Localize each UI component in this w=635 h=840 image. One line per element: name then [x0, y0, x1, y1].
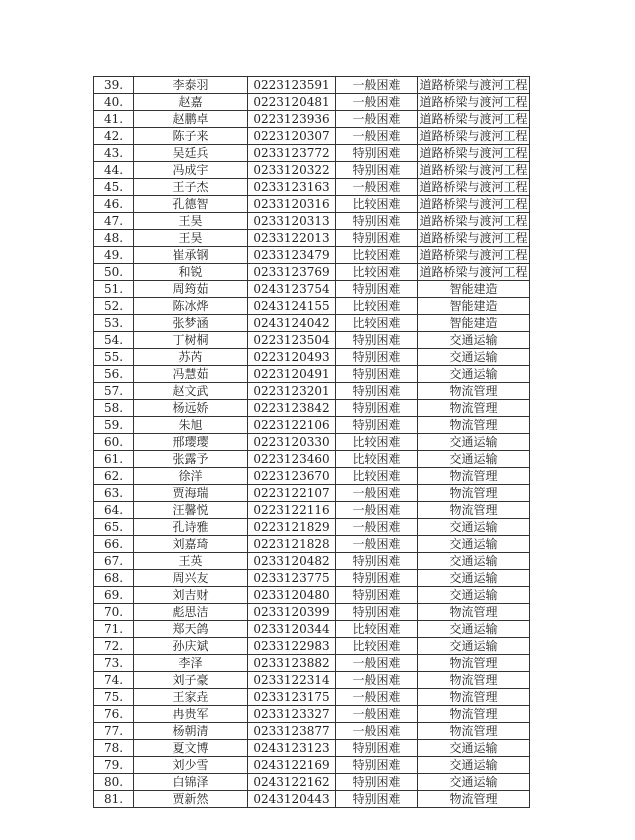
- major-cell: 道路桥梁与渡河工程: [419, 112, 528, 126]
- difficulty-level-cell: 特别困难: [336, 213, 418, 230]
- major-cell: 交通运输: [418, 621, 530, 638]
- table-row: [94, 757, 530, 774]
- table-row: [94, 77, 530, 94]
- difficulty-level-cell: 一般困难: [336, 655, 418, 672]
- student-name-cell: 邢璎璎: [134, 434, 248, 451]
- student-name-cell: 王昊: [134, 213, 248, 230]
- row-number-cell: 59.: [94, 417, 134, 434]
- difficulty-level-cell: 特别困难: [336, 570, 418, 587]
- student-id-cell: 0233122983: [248, 638, 336, 655]
- row-number-cell: 60.: [94, 434, 134, 451]
- student-name-cell: 王昊: [134, 230, 248, 247]
- row-number-cell: 78.: [94, 740, 134, 757]
- student-id-cell: 0223123842: [248, 400, 336, 417]
- student-id-cell: 0223123670: [248, 468, 336, 485]
- student-name-cell: 赵嘉: [134, 94, 248, 111]
- major-cell: 物流管理: [418, 383, 530, 400]
- student-id-cell: 0223123460: [248, 451, 336, 468]
- table-row: [94, 485, 530, 502]
- row-number-cell: 45.: [94, 179, 134, 196]
- student-id-cell: 0233120322: [248, 162, 336, 179]
- major-cell: 物流管理: [418, 672, 530, 689]
- student-name-cell: 李泰羽: [134, 77, 248, 94]
- table-row: [94, 315, 530, 332]
- table-row: [94, 570, 530, 587]
- student-id-cell: 0233122314: [248, 672, 336, 689]
- student-id-cell: 0223120491: [248, 366, 336, 383]
- difficulty-level-cell: 特别困难: [336, 604, 418, 621]
- difficulty-level-cell: 一般困难: [336, 502, 418, 519]
- table-row: [94, 468, 530, 485]
- student-name-cell: 孙庆斌: [134, 638, 248, 655]
- difficulty-level-cell: 特别困难: [336, 281, 418, 298]
- difficulty-level-cell: 一般困难: [336, 689, 418, 706]
- student-name-cell: 王英: [134, 553, 248, 570]
- student-id-cell: 0243123123: [248, 740, 336, 757]
- major-cell: 交通运输: [418, 553, 530, 570]
- difficulty-level-cell: 特别困难: [336, 332, 418, 349]
- student-name-cell: 丁树桐: [134, 332, 248, 349]
- student-id-cell: 0233123772: [248, 145, 336, 162]
- student-name-cell: 崔承钢: [134, 247, 248, 264]
- major-cell: 智能建造: [418, 298, 530, 315]
- table-row: [94, 94, 530, 111]
- difficulty-level-cell: 比较困难: [336, 247, 418, 264]
- major-cell: 道路桥梁与渡河工程: [419, 163, 528, 177]
- row-number-cell: 79.: [94, 757, 134, 774]
- major-cell: 物流管理: [418, 689, 530, 706]
- student-id-cell: 0223121829: [248, 519, 336, 536]
- student-name-cell: 杨远娇: [134, 400, 248, 417]
- table-row: [94, 281, 530, 298]
- major-cell: 物流管理: [418, 502, 530, 519]
- student-name-cell: 孔诗雅: [134, 519, 248, 536]
- student-id-cell: 0233120316: [248, 196, 336, 213]
- table-row: [94, 213, 530, 230]
- difficulty-level-cell: 一般困难: [336, 723, 418, 740]
- major-cell: 物流管理: [418, 723, 530, 740]
- major-cell: 交通运输: [418, 638, 530, 655]
- table-row: [94, 162, 530, 179]
- student-name-cell: 孔德智: [134, 196, 248, 213]
- student-id-cell: 0223120307: [248, 128, 336, 145]
- difficulty-level-cell: 特别困难: [336, 162, 418, 179]
- row-number-cell: 46.: [94, 196, 134, 213]
- major-cell: 交通运输: [418, 587, 530, 604]
- major-cell: 道路桥梁与渡河工程: [419, 95, 528, 109]
- student-id-cell: 0233123877: [248, 723, 336, 740]
- student-name-cell: 彪思洁: [134, 604, 248, 621]
- student-name-cell: 王子杰: [134, 179, 248, 196]
- table-row: [94, 689, 530, 706]
- student-id-cell: 0233123175: [248, 689, 336, 706]
- student-id-cell: 0233123479: [248, 247, 336, 264]
- row-number-cell: 64.: [94, 502, 134, 519]
- student-id-cell: 0243124042: [248, 315, 336, 332]
- difficulty-level-cell: 特别困难: [336, 740, 418, 757]
- student-id-cell: 0223120481: [248, 94, 336, 111]
- major-cell: 道路桥梁与渡河工程: [419, 129, 528, 143]
- major-cell: 物流管理: [418, 400, 530, 417]
- table-row: [94, 179, 530, 196]
- difficulty-level-cell: 一般困难: [336, 519, 418, 536]
- major-cell: 物流管理: [418, 791, 530, 808]
- difficulty-level-cell: 特别困难: [336, 349, 418, 366]
- student-name-cell: 白锦泽: [134, 774, 248, 791]
- student-id-cell: 0223122116: [248, 502, 336, 519]
- table-row: [94, 723, 530, 740]
- student-name-cell: 汪馨悦: [134, 502, 248, 519]
- row-number-cell: 68.: [94, 570, 134, 587]
- row-number-cell: 53.: [94, 315, 134, 332]
- table-row: [94, 247, 530, 264]
- student-id-cell: 0233120313: [248, 213, 336, 230]
- student-id-cell: 0233123327: [248, 706, 336, 723]
- row-number-cell: 63.: [94, 485, 134, 502]
- table-row: [94, 791, 530, 808]
- student-id-cell: 0223120330: [248, 434, 336, 451]
- difficulty-level-cell: 一般困难: [336, 77, 418, 94]
- major-cell: 交通运输: [418, 332, 530, 349]
- student-id-cell: 0243120443: [248, 791, 336, 808]
- row-number-cell: 55.: [94, 349, 134, 366]
- difficulty-level-cell: 一般困难: [336, 706, 418, 723]
- student-name-cell: 张露予: [134, 451, 248, 468]
- major-cell: 智能建造: [418, 281, 530, 298]
- student-name-cell: 周兴友: [134, 570, 248, 587]
- student-name-cell: 苏芮: [134, 349, 248, 366]
- major-cell: 道路桥梁与渡河工程: [419, 248, 528, 262]
- row-number-cell: 51.: [94, 281, 134, 298]
- table-row: [94, 672, 530, 689]
- row-number-cell: 61.: [94, 451, 134, 468]
- row-number-cell: 44.: [94, 162, 134, 179]
- table-row: [94, 451, 530, 468]
- difficulty-level-cell: 比较困难: [336, 298, 418, 315]
- difficulty-level-cell: 比较困难: [336, 315, 418, 332]
- student-name-cell: 朱旭: [134, 417, 248, 434]
- table-row: [94, 502, 530, 519]
- student-id-cell: 0243122169: [248, 757, 336, 774]
- student-id-cell: 0243124155: [248, 298, 336, 315]
- table-row: [94, 434, 530, 451]
- major-cell: 道路桥梁与渡河工程: [419, 214, 528, 228]
- row-number-cell: 76.: [94, 706, 134, 723]
- row-number-cell: 65.: [94, 519, 134, 536]
- student-name-cell: 张梦涵: [134, 315, 248, 332]
- row-number-cell: 75.: [94, 689, 134, 706]
- major-cell: 交通运输: [418, 536, 530, 553]
- row-number-cell: 48.: [94, 230, 134, 247]
- row-number-cell: 52.: [94, 298, 134, 315]
- student-name-cell: 贾新然: [134, 791, 248, 808]
- student-name-cell: 陈子来: [134, 128, 248, 145]
- table-row: [94, 587, 530, 604]
- major-cell: 道路桥梁与渡河工程: [419, 146, 528, 160]
- major-cell: 物流管理: [418, 468, 530, 485]
- table-row: [94, 519, 530, 536]
- student-id-cell: 0223123504: [248, 332, 336, 349]
- student-name-cell: 吴廷兵: [134, 145, 248, 162]
- difficulty-level-cell: 比较困难: [336, 196, 418, 213]
- student-name-cell: 冯慧茹: [134, 366, 248, 383]
- student-name-cell: 刘吉财: [134, 587, 248, 604]
- student-id-cell: 0233122013: [248, 230, 336, 247]
- major-cell: 道路桥梁与渡河工程: [419, 78, 528, 92]
- student-name-cell: 李泽: [134, 655, 248, 672]
- row-number-cell: 43.: [94, 145, 134, 162]
- difficulty-level-cell: 特别困难: [336, 383, 418, 400]
- row-number-cell: 49.: [94, 247, 134, 264]
- row-number-cell: 71.: [94, 621, 134, 638]
- difficulty-level-cell: 比较困难: [336, 451, 418, 468]
- row-number-cell: 40.: [94, 94, 134, 111]
- table-row: [94, 400, 530, 417]
- table-row: [94, 774, 530, 791]
- table-row: [94, 655, 530, 672]
- difficulty-level-cell: 特别困难: [336, 791, 418, 808]
- student-name-cell: 杨朝清: [134, 723, 248, 740]
- table-row: [94, 740, 530, 757]
- table-row: [94, 366, 530, 383]
- row-number-cell: 62.: [94, 468, 134, 485]
- student-table: [93, 76, 530, 808]
- table-row: [94, 128, 530, 145]
- student-name-cell: 郑天鸽: [134, 621, 248, 638]
- difficulty-level-cell: 比较困难: [336, 264, 418, 281]
- major-cell: 道路桥梁与渡河工程: [419, 180, 528, 194]
- student-name-cell: 赵文武: [134, 383, 248, 400]
- row-number-cell: 77.: [94, 723, 134, 740]
- row-number-cell: 67.: [94, 553, 134, 570]
- student-id-cell: 0223121828: [248, 536, 336, 553]
- major-cell: 交通运输: [418, 434, 530, 451]
- row-number-cell: 39.: [94, 77, 134, 94]
- table-row: [94, 298, 530, 315]
- student-id-cell: 0243123754: [248, 281, 336, 298]
- student-name-cell: 刘嘉琦: [134, 536, 248, 553]
- table-row: [94, 230, 530, 247]
- table-row: [94, 196, 530, 213]
- student-name-cell: 徐洋: [134, 468, 248, 485]
- student-id-cell: 0233120482: [248, 553, 336, 570]
- row-number-cell: 70.: [94, 604, 134, 621]
- major-cell: 交通运输: [418, 519, 530, 536]
- major-cell: 道路桥梁与渡河工程: [419, 231, 528, 245]
- difficulty-level-cell: 比较困难: [336, 434, 418, 451]
- major-cell: 交通运输: [418, 757, 530, 774]
- student-id-cell: 0233120344: [248, 621, 336, 638]
- student-id-cell: 0223120493: [248, 349, 336, 366]
- student-id-cell: 0223123936: [248, 111, 336, 128]
- difficulty-level-cell: 一般困难: [336, 672, 418, 689]
- difficulty-level-cell: 特别困难: [336, 400, 418, 417]
- table-row: [94, 638, 530, 655]
- difficulty-level-cell: 比较困难: [336, 638, 418, 655]
- student-id-cell: 0243122162: [248, 774, 336, 791]
- student-id-cell: 0233120399: [248, 604, 336, 621]
- table-row: [94, 536, 530, 553]
- row-number-cell: 41.: [94, 111, 134, 128]
- major-cell: 物流管理: [418, 417, 530, 434]
- student-table-body: [94, 77, 530, 808]
- difficulty-level-cell: 特别困难: [336, 417, 418, 434]
- row-number-cell: 66.: [94, 536, 134, 553]
- table-row: [94, 332, 530, 349]
- student-id-cell: 0233123769: [248, 264, 336, 281]
- row-number-cell: 69.: [94, 587, 134, 604]
- major-cell: 交通运输: [418, 349, 530, 366]
- difficulty-level-cell: 特别困难: [336, 757, 418, 774]
- table-row: [94, 417, 530, 434]
- row-number-cell: 73.: [94, 655, 134, 672]
- student-id-cell: 0233120480: [248, 587, 336, 604]
- major-cell: 交通运输: [418, 740, 530, 757]
- student-name-cell: 贾海瑞: [134, 485, 248, 502]
- difficulty-level-cell: 比较困难: [336, 468, 418, 485]
- student-id-cell: 0223123201: [248, 383, 336, 400]
- major-cell: 智能建造: [418, 315, 530, 332]
- row-number-cell: 58.: [94, 400, 134, 417]
- row-number-cell: 42.: [94, 128, 134, 145]
- major-cell: 交通运输: [418, 366, 530, 383]
- row-number-cell: 81.: [94, 791, 134, 808]
- table-row: [94, 349, 530, 366]
- row-number-cell: 72.: [94, 638, 134, 655]
- major-cell: 道路桥梁与渡河工程: [419, 265, 528, 279]
- major-cell: 物流管理: [418, 655, 530, 672]
- row-number-cell: 80.: [94, 774, 134, 791]
- student-name-cell: 陈冰烨: [134, 298, 248, 315]
- student-id-cell: 0223122106: [248, 417, 336, 434]
- difficulty-level-cell: 一般困难: [336, 111, 418, 128]
- row-number-cell: 74.: [94, 672, 134, 689]
- table-row: [94, 553, 530, 570]
- difficulty-level-cell: 一般困难: [336, 179, 418, 196]
- row-number-cell: 56.: [94, 366, 134, 383]
- student-name-cell: 冉贵军: [134, 706, 248, 723]
- table-row: [94, 621, 530, 638]
- difficulty-level-cell: 比较困难: [336, 621, 418, 638]
- major-cell: 物流管理: [418, 604, 530, 621]
- student-name-cell: 和锐: [134, 264, 248, 281]
- student-id-cell: 0233123163: [248, 179, 336, 196]
- table-row: [94, 706, 530, 723]
- row-number-cell: 54.: [94, 332, 134, 349]
- student-id-cell: 0223122107: [248, 485, 336, 502]
- difficulty-level-cell: 特别困难: [336, 553, 418, 570]
- row-number-cell: 47.: [94, 213, 134, 230]
- row-number-cell: 50.: [94, 264, 134, 281]
- difficulty-level-cell: 一般困难: [336, 485, 418, 502]
- difficulty-level-cell: 特别困难: [336, 774, 418, 791]
- difficulty-level-cell: 一般困难: [336, 536, 418, 553]
- student-name-cell: 夏文博: [134, 740, 248, 757]
- student-id-cell: 0233123882: [248, 655, 336, 672]
- table-row: [94, 111, 530, 128]
- difficulty-level-cell: 特别困难: [336, 366, 418, 383]
- difficulty-level-cell: 特别困难: [336, 587, 418, 604]
- difficulty-level-cell: 一般困难: [336, 94, 418, 111]
- table-row: [94, 145, 530, 162]
- student-id-cell: 0223123591: [248, 77, 336, 94]
- table-row: [94, 383, 530, 400]
- major-cell: 道路桥梁与渡河工程: [419, 197, 528, 211]
- major-cell: 交通运输: [418, 774, 530, 791]
- student-name-cell: 刘少雪: [134, 757, 248, 774]
- student-id-cell: 0233123775: [248, 570, 336, 587]
- row-number-cell: 57.: [94, 383, 134, 400]
- difficulty-level-cell: 一般困难: [336, 128, 418, 145]
- student-name-cell: 冯成宇: [134, 162, 248, 179]
- major-cell: 交通运输: [418, 451, 530, 468]
- student-name-cell: 赵鹏卓: [134, 111, 248, 128]
- major-cell: 交通运输: [418, 570, 530, 587]
- major-cell: 物流管理: [418, 485, 530, 502]
- student-name-cell: 王家垚: [134, 689, 248, 706]
- student-name-cell: 刘子豪: [134, 672, 248, 689]
- table-row: [94, 604, 530, 621]
- major-cell: 物流管理: [418, 706, 530, 723]
- difficulty-level-cell: 特别困难: [336, 145, 418, 162]
- difficulty-level-cell: 特别困难: [336, 230, 418, 247]
- table-row: [94, 264, 530, 281]
- student-name-cell: 周筠茹: [134, 281, 248, 298]
